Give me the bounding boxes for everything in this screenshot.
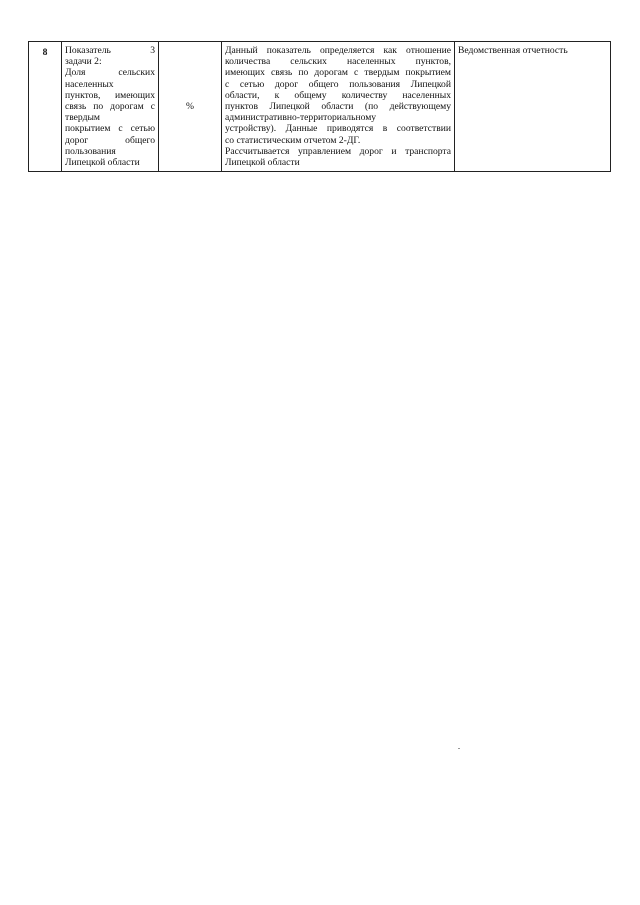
indicator-name-head bbox=[65, 45, 155, 56]
method-line: Липецкой области bbox=[225, 157, 300, 169]
method-line: пунктов Липецкой области (по действующему bbox=[225, 101, 451, 113]
name-line: Доля сельских bbox=[65, 67, 155, 79]
name-line: задачи 2: bbox=[65, 56, 102, 68]
indicator-name-word: Показатель bbox=[65, 45, 111, 56]
name-line: дорог общего bbox=[65, 134, 155, 146]
method-line: Данный показатель определяется как отношение bbox=[225, 45, 451, 56]
method-cell bbox=[222, 42, 455, 172]
method-line: со статистическим отчетом 2-ДГ. bbox=[225, 134, 361, 146]
method-line: административно-территориальному bbox=[225, 112, 377, 124]
indicator-name-cell bbox=[62, 42, 159, 172]
unit-cell: % bbox=[159, 42, 222, 172]
name-line: твердым bbox=[65, 112, 100, 124]
method-line: имеющих связь по дорогам с твердым покрытием bbox=[225, 67, 451, 79]
name-line: пользования bbox=[65, 145, 116, 157]
method-line: устройству). Данные приводятся в соответствии bbox=[225, 123, 451, 135]
source-cell: Ведомственная отчетность bbox=[455, 42, 611, 172]
method-line: количества сельских населенных пунктов, bbox=[225, 56, 451, 68]
method-line: с сетью дорог общего пользования Липецкой bbox=[225, 78, 451, 90]
row-number: 8 bbox=[29, 42, 62, 172]
indicator-table bbox=[28, 41, 611, 172]
name-line: пунктов, имеющих bbox=[65, 89, 155, 101]
method-line: Рассчитывается управлением дорог и транспорта bbox=[225, 145, 451, 157]
indicator-name-number: 3 bbox=[150, 45, 155, 56]
name-line: покрытием с сетью bbox=[65, 123, 155, 135]
name-line: связь по дорогам с bbox=[65, 101, 155, 113]
table-row bbox=[29, 42, 611, 172]
method-line: области, к общему количеству населенных bbox=[225, 89, 451, 101]
name-line: Липецкой области bbox=[65, 157, 140, 169]
name-line: населенных bbox=[65, 78, 114, 90]
scan-speck bbox=[458, 748, 460, 749]
